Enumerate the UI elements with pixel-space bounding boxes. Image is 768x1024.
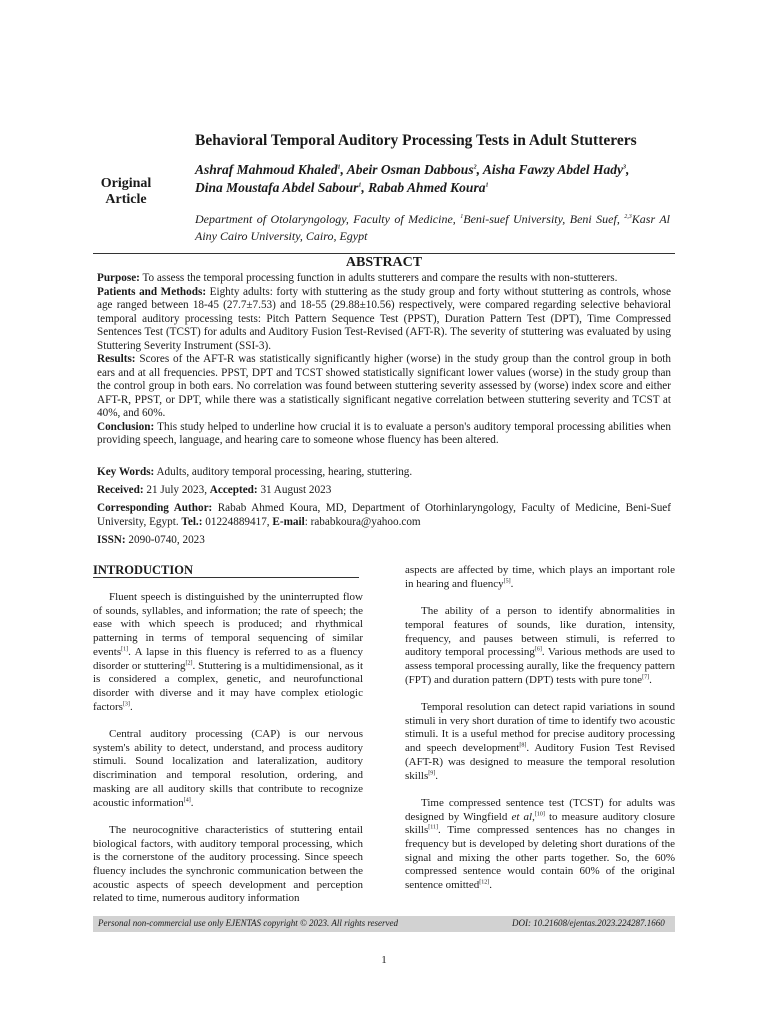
affiliation-text: Kasr Al Ainy Cairo University, Cairo, Egypt — [195, 212, 670, 243]
paragraph: The neurocognitive characteristics of stuttering entail biological factors, with auditory temporal processing, which is the cornerstone of the auditory processing. Since speech fluency includes the synchronic communication between the acoustic aspects of speech development and perception related to time, numerous auditory information — [93, 823, 363, 905]
received-date: 21 July 2023, — [143, 484, 210, 496]
author-name: Aisha Fawzy Abdel Hady — [482, 162, 623, 177]
abstract-heading: ABSTRACT — [345, 255, 423, 270]
dates-line — [97, 483, 671, 497]
keywords-label: Key Words: — [97, 466, 155, 478]
paragraph — [405, 797, 675, 893]
paragraph — [93, 728, 363, 810]
affiliation-text: Beni-suef University, Beni Suef, — [463, 212, 625, 226]
purpose-label: Purpose: — [97, 272, 140, 284]
text-run: . Time compressed sentences has no changes in frequency but is developed by deleting short durations of the signal and mixing the other parts together. So, the 60% compressed sentence would contain 60% of the original sentence omitted — [405, 824, 675, 892]
text-run: . Stuttering is a multidimensional, as it is considered a complex, genetic, and neurofunctional disorder with diverse and it may have complex etiologic factors — [93, 659, 363, 713]
text-run-italic: et al — [511, 810, 533, 823]
paragraph — [405, 701, 675, 783]
citation: [2] — [185, 659, 193, 666]
issn-value: 2090-0740, 2023 — [125, 534, 205, 546]
keywords-line — [97, 465, 671, 479]
text-run: . — [649, 673, 652, 686]
text-run: . — [129, 700, 133, 713]
section-heading-underline — [93, 577, 359, 578]
tel-label: Tel.: — [181, 516, 203, 528]
citation: [11] — [428, 824, 439, 831]
text-run: The ability of a person to identify abnormalities in temporal features of sounds, like duration, intensity, frequency, and pauses between stimuli, is referred to auditory temporal processing — [405, 605, 675, 659]
tel-number: 01224889417, — [202, 516, 273, 528]
article-type-line2: Article — [105, 192, 147, 207]
text-run: to measure auditory closure skills — [405, 810, 675, 837]
affiliation-sup: 1 — [460, 214, 464, 220]
citation: [10] — [534, 810, 545, 817]
paragraph — [405, 564, 675, 591]
header-divider — [93, 253, 675, 254]
article-metadata — [97, 465, 671, 551]
received-label: Received: — [97, 484, 144, 496]
section-heading-introduction: INTRODUCTION — [93, 563, 194, 577]
text-run: . — [435, 769, 438, 782]
conclusion-label: Conclusion: — [97, 420, 155, 433]
text-run: Fluent speech is distinguished by the uninterrupted flow of sounds, syllables, and information; the rate of speech; the ease with which speech is produced; and rhythmical patterning in terms of temporal sequencing of similar events — [93, 591, 363, 658]
accepted-date: 31 August 2023 — [257, 484, 332, 496]
abstract-methods — [97, 286, 671, 354]
author-name: Ashraf Mahmoud Khaled — [195, 162, 338, 177]
paragraph — [93, 591, 363, 714]
email-address: : rababkoura@yahoo.com — [304, 516, 421, 528]
text-run: aspects are affected by time, which plays an important role in hearing and fluency — [405, 564, 675, 590]
author-name: Rabab Ahmed Koura — [368, 180, 486, 195]
results-text: Scores of the AFT-R was statistically significantly higher (worse) in the study group than the control group in both ears and at all frequencies. PPST, DPT and TCST showed statistically significant lower values (worse) in the study group than the control group in both ears. No correlation was found between stuttering severity assessed by (worse) index score and either AFT-R, PPST, or DPT, while there was a statistically significant negative correlation between stuttering severity and TCST at 40%, and 60%. — [97, 353, 671, 419]
citation: [8] — [519, 742, 527, 749]
citation: [5] — [503, 578, 511, 585]
citation: [7] — [642, 673, 650, 680]
abstract-results — [97, 353, 671, 421]
author-separator: , — [340, 162, 347, 177]
citation: [3] — [122, 700, 130, 707]
text-run: . — [489, 879, 492, 892]
keywords-text: Adults, auditory temporal processing, hearing, stuttering. — [154, 466, 413, 478]
right-text-column — [405, 564, 675, 907]
text-run: . — [510, 577, 514, 590]
abstract-body — [97, 272, 671, 448]
paper-title: Behavioral Temporal Auditory Processing Tests in Adult Stutterers — [195, 132, 637, 149]
corr-text: Rabab Ahmed Koura, MD, Department of Otorhinlaryngology, Faculty of Medicine, Beni-Suef University, Egypt. — [97, 502, 671, 528]
conclusion-text: This study helped to underline how crucial it is to evaluate a person's auditory temporal processing abilities when providing speech, language, and hearing care to someone whose fluency has been altered. — [97, 420, 671, 446]
issn-line — [97, 533, 671, 547]
corr-label: Corresponding Author: — [97, 502, 213, 514]
citation: [4] — [183, 796, 191, 803]
author-separator: , — [476, 162, 483, 177]
abstract-purpose — [97, 272, 671, 286]
author-list — [195, 161, 670, 197]
copyright-notice: Personal non-commercial use only EJENTAS copyright © 2023. All rights reserved — [98, 918, 399, 928]
article-type-line1: Original — [100, 176, 152, 191]
author-affiliation-sup: 2 — [473, 164, 477, 171]
author-name: Dina Moustafa Abdel Sabour — [195, 180, 359, 195]
text-run: . Auditory Fusion Test Revised (AFT-R) was designed to measure the temporal resolution skills — [405, 742, 675, 782]
article-type-label — [96, 176, 156, 208]
citation: [6] — [534, 646, 542, 653]
author-separator: , — [625, 162, 630, 177]
text-run: Time compressed sentence test (TCST) for adults was designed by Wingfield — [405, 796, 675, 823]
accepted-label: Accepted: — [209, 484, 258, 496]
email-label: E-mail — [272, 516, 305, 528]
issn-label: ISSN: — [97, 534, 126, 546]
citation: [9] — [428, 769, 436, 776]
methods-text: Eighty adults: forty with stuttering as the study group and forty without stuttering as controls, whose age ranged between 18-45 (27.7±7.53) and 18-55 (29.88±10.56) respectively, were compared regarding selective behavioral temporal auditory processing tests: Pitch Pattern Sequence Test (PPST), Duration Pattern Test (DPT), Time Compressed Sentences Test (TCST) for adults and Auditory Fusion Test-Revised (AFT-R). The severity of stuttering was evaluated by using Stuttering Severity Instrument (SSI-3). — [97, 285, 671, 352]
citation: [12] — [479, 879, 490, 886]
text-run: . — [190, 796, 194, 809]
author-affiliation-sup: 3 — [622, 164, 626, 171]
text-run: Temporal resolution can detect rapid variations in sound stimuli in very short duration of time to identify two acoustic stimuli. It is a useful method for precise auditory processing and speech development — [405, 701, 675, 755]
author-name: Abeir Osman Dabbous — [346, 162, 474, 177]
methods-label: Patients and Methods: — [97, 285, 207, 298]
affiliations — [195, 211, 670, 245]
abstract-conclusion — [97, 421, 671, 448]
left-text-column — [93, 591, 363, 920]
affiliation-text: Department of Otolaryngology, Faculty of Medicine, — [195, 212, 461, 226]
text-run: . A lapse in this fluency is referred to as a fluency disorder or stuttering — [93, 645, 363, 672]
corresponding-author-line — [97, 501, 671, 529]
paragraph — [405, 605, 675, 687]
purpose-text: To assess the temporal processing function in adults stutterers and compare the results with non-stutterers. — [139, 272, 618, 284]
citation: [1] — [121, 646, 129, 653]
author-affiliation-sup: 1 — [337, 164, 341, 171]
text-run: Central auditory processing (CAP) is our nervous system's ability to detect, understand, and process auditory stimuli. Sound localization and lateralization, auditory discrimination and temporal resolution, ordering, and masking are all auditory skills that contribute to recognize acoustic information — [93, 728, 363, 809]
author-affiliation-sup: 1 — [358, 182, 362, 189]
page-number: 1 — [381, 954, 387, 966]
author-affiliation-sup: 1 — [485, 182, 489, 189]
text-run: . Various methods are used to assess temporal processing aurally, like the frequency pattern (FPT) and duration pattern (DPT) tests with pure tone — [405, 646, 675, 686]
text-run: , — [532, 810, 535, 823]
author-separator: , — [361, 180, 369, 195]
results-label: Results: — [97, 353, 136, 365]
doi-link[interactable]: DOI: 10.21608/ejentas.2023.224287.1660 — [512, 918, 665, 928]
affiliation-sup: 2,3 — [624, 214, 632, 220]
